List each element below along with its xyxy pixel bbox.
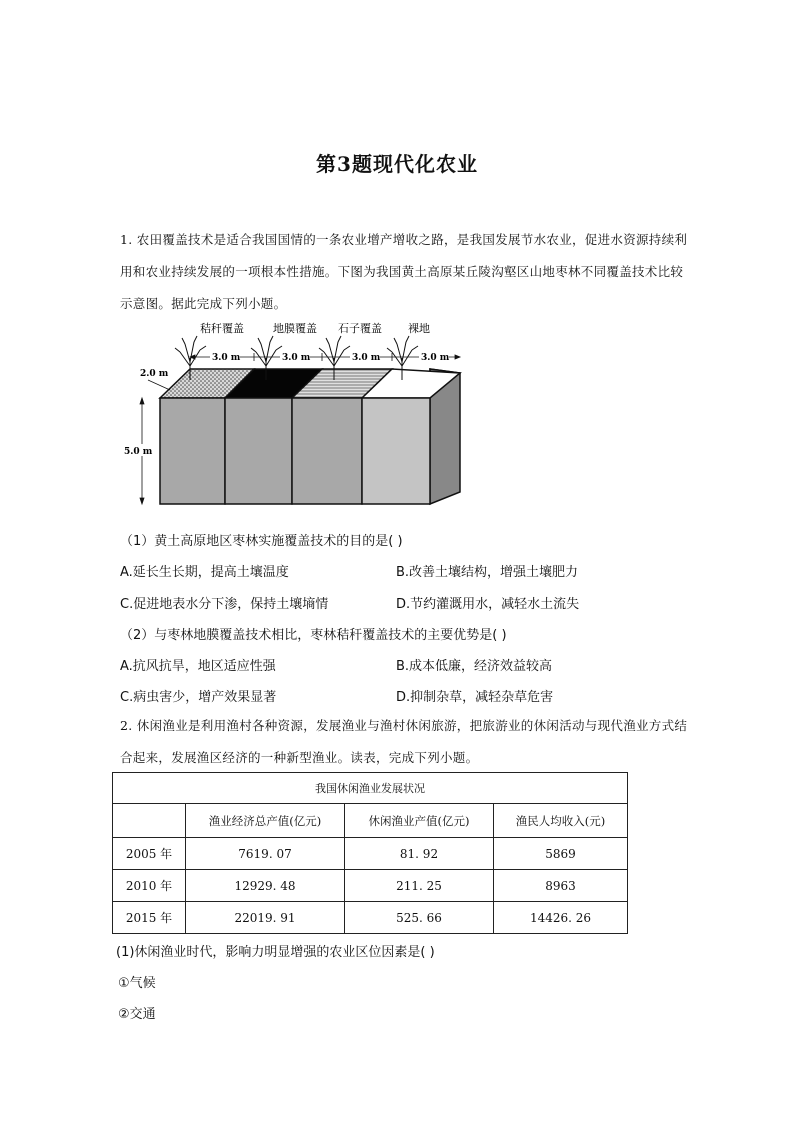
q1-sub2-option-d: D.抑制杂草，减轻杂草危害	[396, 690, 554, 705]
q1-sub2-option-c: C.病虫害少，增产效果显著	[120, 690, 277, 705]
page-title: 第3题现代化农业	[316, 152, 478, 176]
table-header: 渔民人均收入(元)	[494, 804, 628, 838]
q1-sub2-stem: （2）与枣林地膜覆盖技术相比，枣林秸秆覆盖技术的主要优势是( )	[120, 628, 507, 643]
q1-sub1-option-a: A.延长生长期，提高土壤温度	[120, 565, 289, 580]
q2-sub1-item-1: ①气候	[118, 976, 156, 991]
table-cell: 7619. 07	[186, 838, 345, 870]
table-cell: 12929. 48	[186, 870, 345, 902]
length-label-3: 3.0 m	[352, 353, 381, 363]
table-cell: 5869	[494, 838, 628, 870]
mulching-diagram	[124, 318, 470, 518]
diagram-label-film: 地膜覆盖	[273, 322, 317, 335]
front-block-2	[225, 398, 292, 504]
table-row	[113, 870, 628, 902]
table-header: 渔业经济总产值(亿元)	[186, 804, 345, 838]
diagram-label-straw: 秸秆覆盖	[200, 322, 244, 335]
length-label-1: 3.0 m	[212, 353, 241, 363]
question-2-intro: 2. 休闲渔业是利用渔村各种资源，发展渔业与渔村休闲旅游，把旅游业的休闲活动与现代渔业方式结合起来，发展渔区经济的一种新型渔业。读表，完成下列小题。	[120, 718, 688, 765]
width-label: 2.0 m	[140, 369, 169, 379]
front-block-4	[362, 398, 430, 504]
table-row	[113, 838, 628, 870]
front-block-3	[292, 398, 362, 504]
table-cell: 14426. 26	[494, 902, 628, 934]
q2-sub1-stem: (1)休闲渔业时代，影响力明显增强的农业区位因素是( )	[116, 945, 435, 960]
table-header	[113, 804, 186, 838]
question-1-intro: 1. 农田覆盖技术是适合我国国情的一条农业增产增收之路，是我国发展节水农业，促进水资源持续利用和农业持续发展的一项根本性措施。下图为我国黄土高原某丘陵沟壑区山地枣林不同覆盖技术比较示意图。据此完成下列小题。	[120, 232, 688, 311]
height-label: 5.0 m	[124, 447, 153, 457]
length-label-4: 3.0 m	[421, 353, 450, 363]
table-caption: 我国休闲渔业发展状况	[113, 773, 628, 804]
q1-sub1-option-d: D.节约灌溉用水，减轻水土流失	[396, 597, 580, 612]
table-cell: 525. 66	[345, 902, 494, 934]
table-cell: 211. 25	[345, 870, 494, 902]
table-cell: 22019. 91	[186, 902, 345, 934]
diagram-label-stone: 石子覆盖	[338, 322, 382, 335]
diagram-label-bare: 裸地	[408, 322, 430, 335]
q1-sub2-option-b: B.成本低廉，经济效益较高	[396, 659, 553, 674]
q1-sub1-option-b: B.改善土壤结构，增强土壤肥力	[396, 565, 579, 580]
q1-sub2-option-a: A.抗风抗旱，地区适应性强	[120, 659, 276, 674]
table-cell: 2015 年	[113, 902, 186, 934]
q1-sub1-option-c: C.促进地表水分下渗，保持土壤墒情	[120, 597, 329, 612]
length-label-2: 3.0 m	[282, 353, 311, 363]
table-row	[113, 902, 628, 934]
q2-sub1-item-2: ②交通	[118, 1007, 156, 1022]
table-cell: 2010 年	[113, 870, 186, 902]
table-header: 休闲渔业产值(亿元)	[345, 804, 494, 838]
table-cell: 8963	[494, 870, 628, 902]
fishery-table	[112, 772, 628, 934]
table-cell: 81. 92	[345, 838, 494, 870]
front-block-1	[160, 398, 225, 504]
table-cell: 2005 年	[113, 838, 186, 870]
q1-sub1-stem: （1）黄土高原地区枣林实施覆盖技术的目的是( )	[120, 534, 403, 549]
